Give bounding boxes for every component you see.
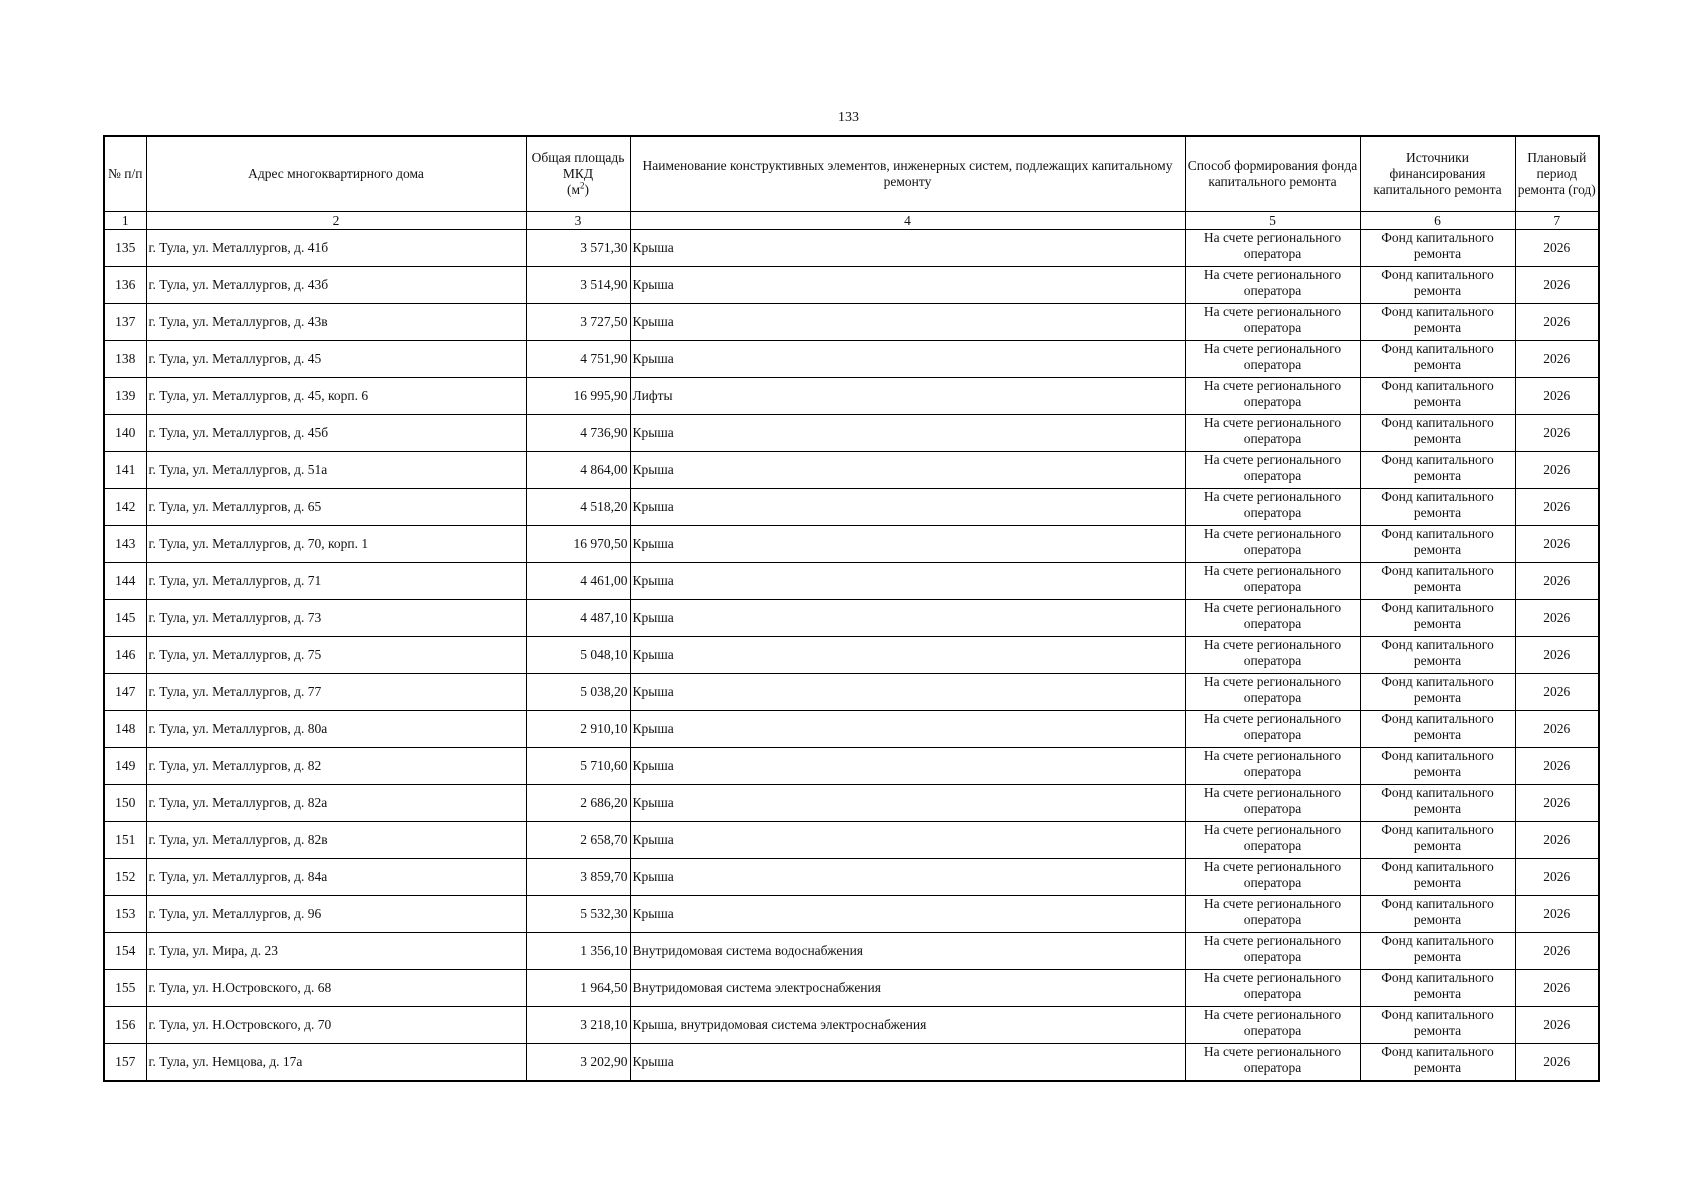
- row-elements: Крыша: [630, 452, 1185, 489]
- row-year: 2026: [1515, 230, 1599, 267]
- table-row: [104, 970, 1599, 1007]
- row-area: 4 487,10: [526, 600, 630, 637]
- row-method: На счете регионального оператора: [1185, 489, 1360, 526]
- table-row: [104, 748, 1599, 785]
- row-method: На счете регионального оператора: [1185, 637, 1360, 674]
- row-source: Фонд капитального ремонта: [1360, 1007, 1515, 1044]
- table-row: [104, 896, 1599, 933]
- row-year: 2026: [1515, 304, 1599, 341]
- row-method: На счете регионального оператора: [1185, 341, 1360, 378]
- row-number: 144: [104, 563, 146, 600]
- row-source: Фонд капитального ремонта: [1360, 637, 1515, 674]
- row-area: 5 048,10: [526, 637, 630, 674]
- row-address: г. Тула, ул. Металлургов, д. 65: [146, 489, 526, 526]
- row-area: 3 218,10: [526, 1007, 630, 1044]
- column-number: 6: [1360, 212, 1515, 230]
- row-area: 4 751,90: [526, 341, 630, 378]
- table-row: [104, 711, 1599, 748]
- header-area-label: Общая площадь МКД: [531, 150, 625, 181]
- table-row: [104, 563, 1599, 600]
- row-source: Фонд капитального ремонта: [1360, 415, 1515, 452]
- table-row: [104, 674, 1599, 711]
- row-address: г. Тула, ул. Металлургов, д. 96: [146, 896, 526, 933]
- row-method: На счете регионального оператора: [1185, 378, 1360, 415]
- row-method: На счете регионального оператора: [1185, 933, 1360, 970]
- row-area: 3 202,90: [526, 1044, 630, 1082]
- table-row: [104, 600, 1599, 637]
- row-address: г. Тула, ул. Металлургов, д. 82а: [146, 785, 526, 822]
- row-area: 16 970,50: [526, 526, 630, 563]
- row-number: 146: [104, 637, 146, 674]
- table-row: [104, 1007, 1599, 1044]
- row-method: На счете регионального оператора: [1185, 415, 1360, 452]
- row-elements: Крыша: [630, 859, 1185, 896]
- row-method: На счете регионального оператора: [1185, 822, 1360, 859]
- header-period: Плановый период ремонта (год): [1515, 136, 1599, 212]
- row-address: г. Тула, ул. Металлургов, д. 41б: [146, 230, 526, 267]
- row-elements: Крыша: [630, 637, 1185, 674]
- row-elements: Крыша: [630, 1044, 1185, 1082]
- row-area: 3 859,70: [526, 859, 630, 896]
- row-area: 16 995,90: [526, 378, 630, 415]
- table-row: [104, 637, 1599, 674]
- row-method: На счете регионального оператора: [1185, 970, 1360, 1007]
- page-number: 133: [838, 110, 859, 125]
- row-address: г. Тула, ул. Мира, д. 23: [146, 933, 526, 970]
- row-elements: Внутридомовая система водоснабжения: [630, 933, 1185, 970]
- row-year: 2026: [1515, 378, 1599, 415]
- row-area: 2 658,70: [526, 822, 630, 859]
- row-elements: Крыша: [630, 341, 1185, 378]
- row-source: Фонд капитального ремонта: [1360, 748, 1515, 785]
- row-elements: Крыша: [630, 785, 1185, 822]
- table-row: [104, 489, 1599, 526]
- row-source: Фонд капитального ремонта: [1360, 267, 1515, 304]
- row-number: 157: [104, 1044, 146, 1082]
- row-year: 2026: [1515, 748, 1599, 785]
- row-source: Фонд капитального ремонта: [1360, 896, 1515, 933]
- column-number: 7: [1515, 212, 1599, 230]
- row-source: Фонд капитального ремонта: [1360, 859, 1515, 896]
- row-source: Фонд капитального ремонта: [1360, 341, 1515, 378]
- row-method: На счете регионального оператора: [1185, 711, 1360, 748]
- row-address: г. Тула, ул. Металлургов, д. 73: [146, 600, 526, 637]
- row-source: Фонд капитального ремонта: [1360, 970, 1515, 1007]
- table-row: [104, 452, 1599, 489]
- header-address: Адрес многоквартирного дома: [146, 136, 526, 212]
- row-year: 2026: [1515, 267, 1599, 304]
- row-area: 5 532,30: [526, 896, 630, 933]
- row-method: На счете регионального оператора: [1185, 785, 1360, 822]
- header-area-unit: $(м^2)$: [566, 180, 590, 197]
- row-area: 5 038,20: [526, 674, 630, 711]
- row-method: На счете регионального оператора: [1185, 748, 1360, 785]
- table-row: [104, 267, 1599, 304]
- row-area: 3 571,30: [526, 230, 630, 267]
- row-elements: Крыша: [630, 489, 1185, 526]
- row-source: Фонд капитального ремонта: [1360, 563, 1515, 600]
- row-number: 152: [104, 859, 146, 896]
- row-address: г. Тула, ул. Металлургов, д. 71: [146, 563, 526, 600]
- row-method: На счете регионального оператора: [1185, 267, 1360, 304]
- table-row: [104, 526, 1599, 563]
- row-source: Фонд капитального ремонта: [1360, 822, 1515, 859]
- row-area: 5 710,60: [526, 748, 630, 785]
- table-row: [104, 785, 1599, 822]
- row-year: 2026: [1515, 896, 1599, 933]
- row-year: 2026: [1515, 859, 1599, 896]
- row-number: 147: [104, 674, 146, 711]
- row-year: 2026: [1515, 637, 1599, 674]
- row-year: 2026: [1515, 600, 1599, 637]
- header-source: Источники финансирования капитального ремонта: [1360, 136, 1515, 212]
- row-number: 155: [104, 970, 146, 1007]
- row-year: 2026: [1515, 711, 1599, 748]
- row-number: 141: [104, 452, 146, 489]
- header-method: Способ формирования фонда капитального ремонта: [1185, 136, 1360, 212]
- row-source: Фонд капитального ремонта: [1360, 1044, 1515, 1082]
- row-elements: Крыша: [630, 304, 1185, 341]
- row-year: 2026: [1515, 822, 1599, 859]
- table-row: [104, 230, 1599, 267]
- row-area: 3 514,90: [526, 267, 630, 304]
- row-number: 136: [104, 267, 146, 304]
- row-address: г. Тула, ул. Металлургов, д. 84а: [146, 859, 526, 896]
- row-year: 2026: [1515, 785, 1599, 822]
- column-number: 5: [1185, 212, 1360, 230]
- row-source: Фонд капитального ремонта: [1360, 785, 1515, 822]
- row-address: г. Тула, ул. Металлургов, д. 45, корп. 6: [146, 378, 526, 415]
- row-number: 153: [104, 896, 146, 933]
- row-year: 2026: [1515, 563, 1599, 600]
- column-number: 4: [630, 212, 1185, 230]
- table-row: [104, 378, 1599, 415]
- row-elements: Крыша: [630, 822, 1185, 859]
- header-elements: Наименование конструктивных элементов, инженерных систем, подлежащих капитальному ремонту: [630, 136, 1185, 212]
- row-year: 2026: [1515, 674, 1599, 711]
- repair-register-table: [103, 135, 1600, 1082]
- row-elements: Крыша: [630, 711, 1185, 748]
- row-elements: Крыша: [630, 896, 1185, 933]
- row-method: На счете регионального оператора: [1185, 600, 1360, 637]
- column-number-row: [104, 212, 1599, 230]
- table-row: [104, 415, 1599, 452]
- row-source: Фонд капитального ремонта: [1360, 674, 1515, 711]
- row-source: Фонд капитального ремонта: [1360, 489, 1515, 526]
- row-address: г. Тула, ул. Металлургов, д. 80а: [146, 711, 526, 748]
- row-source: Фонд капитального ремонта: [1360, 933, 1515, 970]
- row-year: 2026: [1515, 933, 1599, 970]
- row-number: 143: [104, 526, 146, 563]
- row-year: 2026: [1515, 415, 1599, 452]
- row-number: 154: [104, 933, 146, 970]
- row-number: 137: [104, 304, 146, 341]
- row-source: Фонд капитального ремонта: [1360, 600, 1515, 637]
- row-number: 149: [104, 748, 146, 785]
- row-method: На счете регионального оператора: [1185, 859, 1360, 896]
- row-year: 2026: [1515, 1007, 1599, 1044]
- row-elements: Крыша: [630, 526, 1185, 563]
- row-area: 1 356,10: [526, 933, 630, 970]
- row-area: 3 727,50: [526, 304, 630, 341]
- row-year: 2026: [1515, 526, 1599, 563]
- row-address: г. Тула, ул. Н.Островского, д. 70: [146, 1007, 526, 1044]
- row-year: 2026: [1515, 970, 1599, 1007]
- row-address: г. Тула, ул. Металлургов, д. 43в: [146, 304, 526, 341]
- row-number: 156: [104, 1007, 146, 1044]
- column-number: 2: [146, 212, 526, 230]
- row-area: 1 964,50: [526, 970, 630, 1007]
- row-method: На счете регионального оператора: [1185, 896, 1360, 933]
- row-address: г. Тула, ул. Металлургов, д. 75: [146, 637, 526, 674]
- row-method: На счете регионального оператора: [1185, 563, 1360, 600]
- table-row: [104, 1044, 1599, 1082]
- row-address: г. Тула, ул. Немцова, д. 17а: [146, 1044, 526, 1082]
- row-number: 148: [104, 711, 146, 748]
- row-area: 4 518,20: [526, 489, 630, 526]
- row-number: 145: [104, 600, 146, 637]
- row-elements: Крыша: [630, 563, 1185, 600]
- row-area: 4 461,00: [526, 563, 630, 600]
- header-area: [526, 136, 630, 212]
- row-elements: Крыша: [630, 415, 1185, 452]
- row-address: г. Тула, ул. Металлургов, д. 43б: [146, 267, 526, 304]
- row-area: 2 910,10: [526, 711, 630, 748]
- row-year: 2026: [1515, 489, 1599, 526]
- row-method: На счете регионального оператора: [1185, 674, 1360, 711]
- row-year: 2026: [1515, 341, 1599, 378]
- table-body: [104, 230, 1599, 1082]
- row-number: 150: [104, 785, 146, 822]
- row-elements: Крыша: [630, 748, 1185, 785]
- row-method: На счете регионального оператора: [1185, 304, 1360, 341]
- row-source: Фонд капитального ремонта: [1360, 304, 1515, 341]
- row-address: г. Тула, ул. Металлургов, д. 51а: [146, 452, 526, 489]
- row-address: г. Тула, ул. Металлургов, д. 45б: [146, 415, 526, 452]
- row-address: г. Тула, ул. Металлургов, д. 82: [146, 748, 526, 785]
- row-number: 151: [104, 822, 146, 859]
- header-num: № п/п: [104, 136, 146, 212]
- row-address: г. Тула, ул. Металлургов, д. 45: [146, 341, 526, 378]
- row-source: Фонд капитального ремонта: [1360, 378, 1515, 415]
- row-number: 140: [104, 415, 146, 452]
- row-elements: Лифты: [630, 378, 1185, 415]
- row-number: 139: [104, 378, 146, 415]
- row-address: г. Тула, ул. Металлургов, д. 77: [146, 674, 526, 711]
- table-row: [104, 304, 1599, 341]
- table-row: [104, 859, 1599, 896]
- table-row: [104, 341, 1599, 378]
- column-number: 3: [526, 212, 630, 230]
- row-source: Фонд капитального ремонта: [1360, 230, 1515, 267]
- row-method: На счете регионального оператора: [1185, 452, 1360, 489]
- row-elements: Крыша, внутридомовая система электроснабжения: [630, 1007, 1185, 1044]
- row-source: Фонд капитального ремонта: [1360, 526, 1515, 563]
- row-area: 4 864,00: [526, 452, 630, 489]
- column-number: 1: [104, 212, 146, 230]
- row-elements: Крыша: [630, 600, 1185, 637]
- row-year: 2026: [1515, 452, 1599, 489]
- row-source: Фонд капитального ремонта: [1360, 711, 1515, 748]
- row-area: 2 686,20: [526, 785, 630, 822]
- row-address: г. Тула, ул. Металлургов, д. 82в: [146, 822, 526, 859]
- row-area: 4 736,90: [526, 415, 630, 452]
- table-header-row: [104, 136, 1599, 212]
- row-address: г. Тула, ул. Н.Островского, д. 68: [146, 970, 526, 1007]
- row-elements: Крыша: [630, 674, 1185, 711]
- row-year: 2026: [1515, 1044, 1599, 1082]
- row-source: Фонд капитального ремонта: [1360, 452, 1515, 489]
- row-number: 138: [104, 341, 146, 378]
- row-elements: Крыша: [630, 267, 1185, 304]
- row-method: На счете регионального оператора: [1185, 1007, 1360, 1044]
- row-elements: Крыша: [630, 230, 1185, 267]
- row-number: 135: [104, 230, 146, 267]
- row-address: г. Тула, ул. Металлургов, д. 70, корп. 1: [146, 526, 526, 563]
- row-number: 142: [104, 489, 146, 526]
- table-row: [104, 933, 1599, 970]
- row-elements: Внутридомовая система электроснабжения: [630, 970, 1185, 1007]
- row-method: На счете регионального оператора: [1185, 1044, 1360, 1082]
- row-method: На счете регионального оператора: [1185, 230, 1360, 267]
- table-row: [104, 822, 1599, 859]
- row-method: На счете регионального оператора: [1185, 526, 1360, 563]
